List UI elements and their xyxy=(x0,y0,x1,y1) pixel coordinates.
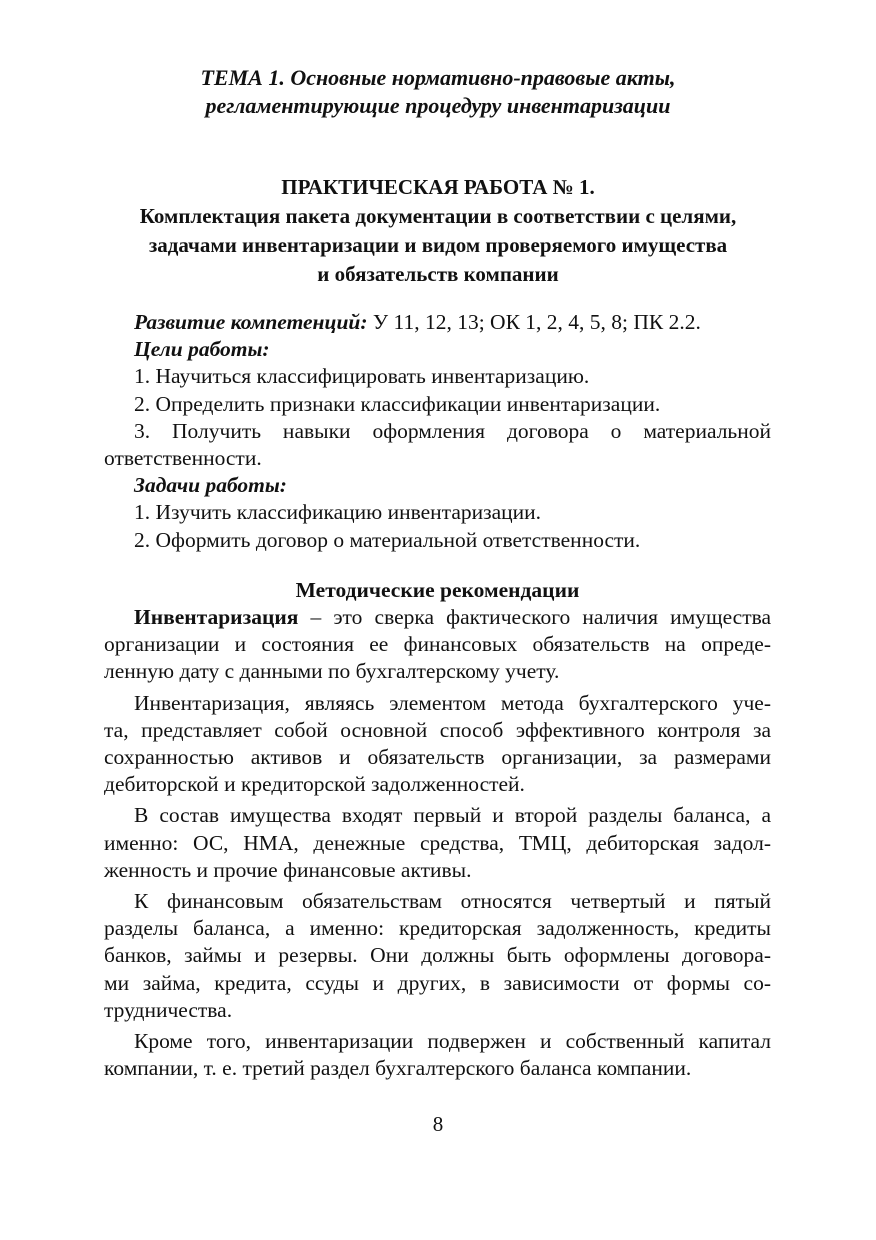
paragraph-5-line-1: Кроме того, инвентаризации подвержен и собственный капитал xyxy=(134,1029,771,1054)
practical-work-subtitle-line-3: и обязательств компании xyxy=(317,262,559,286)
paragraph-4-line-4: ми займа, кредита, ссуды и других, в зависимости от формы со- xyxy=(104,970,771,995)
paragraph-2-line-4: дебиторской и кредиторской задолженностей. xyxy=(104,772,525,797)
paragraph-2-line-1: Инвентаризация, являясь элементом метода бухгалтерского уче- xyxy=(134,690,771,715)
methodical-recommendations-heading: Методические рекомендации xyxy=(295,577,580,602)
topic-title-line-2: регламентирующие процедуру инвентаризации xyxy=(205,93,671,118)
topic-title xyxy=(0,64,876,120)
paragraph-1-line-1 xyxy=(104,604,771,631)
paragraph-2-line-3: сохранностью активов и обязательств организации, за размерами xyxy=(104,745,771,770)
inventory-term: Инвентаризация xyxy=(134,605,299,630)
practical-work-heading xyxy=(0,173,876,289)
paragraph-3-line-2: именно: ОС, НМА, денежные средства, ТМЦ, дебиторская задол- xyxy=(104,830,771,855)
competencies-value: У 11, 12, 13; ОК 1, 2, 4, 5, 8; ПК 2.2. xyxy=(367,310,701,334)
paragraph-4-line-1: К финансовым обязательствам относятся четвертый и пятый xyxy=(134,889,771,914)
tasks-heading: Задачи работы: xyxy=(134,473,287,498)
goal-item-2: 2. Определить признаки классификации инвентаризации. xyxy=(134,391,661,416)
document-body xyxy=(104,309,771,1082)
paragraph-1-line-3: ленную дату с данными по бухгалтерскому учету. xyxy=(104,659,560,684)
paragraph-2-line-2: та, представляет собой основной способ эффективного контроля за xyxy=(104,717,771,742)
paragraph-3-line-1: В состав имущества входят первый и второй разделы баланса, а xyxy=(134,803,771,828)
competencies-line xyxy=(104,309,771,336)
page-number: 8 xyxy=(432,1112,444,1136)
goal-item-3-line-1: 3. Получить навыки оформления договора о материальной xyxy=(134,418,771,443)
task-item-2: 2. Оформить договор о материальной ответственности. xyxy=(134,527,641,552)
task-item-1: 1. Изучить классификацию инвентаризации. xyxy=(134,500,542,525)
goals-heading: Цели работы: xyxy=(134,337,270,362)
competencies-label: Развитие компетенций: xyxy=(134,310,368,334)
practical-work-title: ПРАКТИЧЕСКАЯ РАБОТА № 1. xyxy=(281,175,595,199)
paragraph-5-line-2: компании, т. е. третий раздел бухгалтерского баланса компании. xyxy=(104,1056,692,1081)
practical-work-subtitle-line-2: задачами инвентаризации и видом проверяемого имущества xyxy=(148,233,728,257)
paragraph-4-line-3: банков, займы и резервы. Они должны быть оформлены договора- xyxy=(104,943,771,968)
paragraph-1-line-1-rest: – это сверка фактического наличия имущества xyxy=(298,605,771,630)
paragraph-3-line-3: женность и прочие финансовые активы. xyxy=(104,857,472,882)
paragraph-4-line-2: разделы баланса, а именно: кредиторская задолженность, кредиты xyxy=(104,916,771,941)
goal-item-1: 1. Научиться классифицировать инвентаризацию. xyxy=(134,364,590,389)
topic-title-line-1: ТЕМА 1. Основные нормативно-правовые акты, xyxy=(200,65,676,90)
paragraph-1-line-2: организации и состояния ее финансовых обязательств на опреде- xyxy=(104,632,771,657)
goal-item-3-line-2: ответственности. xyxy=(104,446,262,471)
practical-work-subtitle-line-1: Комплектация пакета документации в соответствии с целями, xyxy=(139,204,737,228)
paragraph-4-line-5: трудничества. xyxy=(104,997,233,1022)
